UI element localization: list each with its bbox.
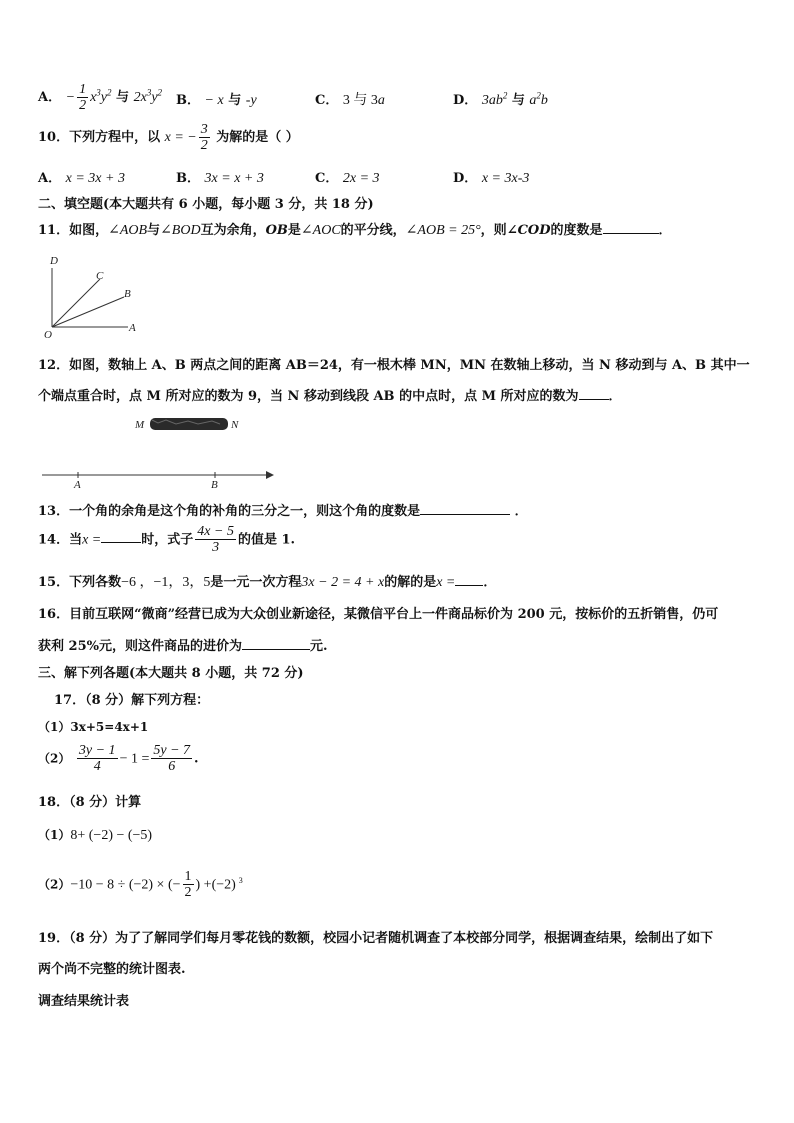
q18-p2-expr-a: −10 − 8 ÷ (−2) × (−	[70, 877, 181, 893]
q18-title: 18．（8 分）计算	[38, 795, 142, 810]
q15-equation: 3x − 2 = 4 + x	[301, 575, 385, 590]
q15-text	[38, 571, 496, 591]
label-b: B	[211, 479, 218, 491]
q17-numerator-2: 5y − 7	[153, 743, 191, 758]
label-c: C	[96, 270, 104, 282]
q11-angle-aoc: ∠AOC	[300, 223, 341, 238]
q10-stem-post: 为解的是（ ）	[216, 130, 299, 146]
label-b: B	[124, 288, 131, 300]
option-letter: C．	[315, 171, 339, 186]
q15-x: x =	[436, 575, 456, 590]
option-d-expr1: $3ab^2$	[481, 90, 508, 108]
q11-part: 的度数是	[550, 223, 603, 238]
option-b-expr2: -y	[245, 93, 257, 108]
answer-blank[interactable]	[242, 637, 310, 650]
q18-p1-expr: 8+ (−2) − (−5)	[70, 828, 153, 843]
q11-angle-bod: ∠BOD	[160, 223, 201, 238]
q11-part: 与	[147, 223, 161, 238]
q11-part: ，则	[480, 223, 507, 238]
q15-post: 的解的是	[384, 575, 437, 590]
q15-end: ．	[483, 575, 497, 590]
q18-p2-expr-b: ) +(−2)	[195, 877, 236, 893]
q17-mid: − 1 =	[119, 751, 150, 767]
q14-post: 的值是 1.	[237, 532, 296, 548]
label-a: A	[74, 479, 81, 491]
q11-part: 11．如图，	[38, 223, 109, 238]
q18-p1-label: （1）	[38, 828, 71, 842]
answer-blank[interactable]	[455, 573, 483, 586]
q11-ob: OB	[265, 223, 288, 238]
q18-numerator: 1	[184, 869, 192, 884]
q14-text	[38, 524, 295, 556]
q15-numbers: −6 ，−1，3，5	[121, 575, 211, 590]
q11-angle-aob: ∠AOB	[108, 223, 148, 238]
answer-blank[interactable]	[579, 387, 609, 400]
q11-text	[38, 219, 672, 239]
q9-option-c	[315, 89, 385, 109]
option-d-expr2: $a^2b$	[529, 90, 548, 108]
q17-denominator-2: 6	[168, 759, 176, 775]
q18-part-1	[38, 826, 152, 844]
option-letter: C．	[315, 93, 339, 108]
q17-part-2	[38, 743, 199, 775]
q17-end: .	[194, 751, 199, 767]
q17-p2-label: （2）	[38, 751, 71, 766]
q13-end: ．	[514, 504, 528, 519]
option-a-expr: x = 3x + 3	[65, 171, 125, 186]
q12-line2-pre: 个端点重合时，点 M 所对应的数为 9，当 N 移动到线段 AB 的中点时，点 M 所对应的数为	[38, 389, 579, 404]
option-letter: A．	[38, 171, 62, 186]
q18-part-2	[38, 869, 243, 901]
q18-p2-label: （2）	[38, 877, 71, 892]
q10-option-a	[38, 167, 125, 187]
q11-part: 互为余角，	[200, 223, 266, 238]
stick-mn	[150, 418, 228, 430]
q12-line2	[38, 385, 622, 404]
answer-blank[interactable]	[420, 502, 510, 515]
option-letter: B．	[176, 171, 200, 186]
q17-part-1: （1）3x+5=4x+1	[38, 720, 149, 734]
option-a-and: 与	[116, 90, 130, 106]
q16-line2-pre: 获利 25%元，则这件商品的进价为	[38, 639, 242, 654]
option-b-expr1: − x	[204, 93, 224, 108]
option-b-and: 与	[228, 93, 242, 108]
q12-line1: 12．如图，数轴上 A、B 两点之间的距离 AB＝24，有一根木棒 MN，MN 在数轴上移动，当 N 移动到与 A、B 其中一	[38, 358, 750, 373]
section-3-heading: 三、解下列各题(本大题共 8 小题，共 72 分)	[38, 666, 304, 681]
q13-text	[38, 500, 528, 519]
option-letter: A．	[38, 90, 62, 106]
q14-x: x =	[82, 532, 102, 548]
q19-line2: 两个尚不完整的统计图表.	[38, 962, 186, 977]
option-c-expr: 2x = 3	[342, 171, 380, 186]
q9-option-b	[176, 89, 257, 109]
q19-table-title: 调查结果统计表	[38, 994, 130, 1009]
option-letter: B．	[176, 93, 200, 108]
option-c-var: a	[377, 93, 385, 108]
q18-denominator: 2	[184, 885, 192, 901]
q15-pre: 15．下列各数	[38, 575, 122, 590]
q17-numerator-1: 3y − 1	[78, 743, 116, 758]
q19-line1: 19．（8 分）为了了解同学们每月零花钱的数额，校园小记者随机调查了本校部分同学，根据调查结果，绘制出了如下	[38, 931, 714, 946]
q18-exponent: 3	[238, 876, 243, 886]
q17-title: 17．（8 分）解下列方程：	[54, 693, 210, 708]
q14-denominator: 3	[212, 540, 220, 556]
q16-line2	[38, 635, 328, 654]
arrow-icon	[266, 471, 274, 479]
answer-blank[interactable]	[603, 221, 659, 234]
option-letter: D．	[453, 171, 478, 186]
label-a: A	[129, 322, 136, 334]
answer-blank[interactable]	[101, 530, 141, 543]
option-d-expr: x = 3x-3	[481, 171, 530, 186]
q12-number-line-figure	[40, 410, 280, 492]
option-b-expr: 3x = x + 3	[204, 171, 264, 186]
q10-option-d	[453, 167, 529, 187]
q10-option-c	[315, 167, 380, 187]
label-d: D	[50, 255, 58, 267]
q11-angle-cod: ∠COD	[506, 223, 551, 238]
q9-option-d	[453, 89, 548, 109]
q9-option-a	[38, 82, 162, 114]
q13-stem: 13．一个角的余角是这个角的补角的三分之一，则这个角的度数是	[38, 504, 421, 519]
q11-angle-figure	[40, 250, 150, 340]
q11-part: 的平分线，	[340, 223, 406, 238]
q14-pre: 14．当	[38, 532, 83, 548]
q11-part: 是	[287, 223, 301, 238]
q14-mid: 时，式子	[141, 532, 194, 548]
ray-oc	[52, 279, 100, 327]
ray-ob	[52, 297, 124, 327]
option-letter: D．	[453, 93, 478, 108]
label-n: N	[231, 419, 239, 431]
q10-stem-pre: 10．下列方程中，以	[38, 130, 161, 146]
q16-end: 元.	[309, 639, 328, 654]
q17-denominator-1: 4	[93, 759, 101, 775]
section-2-heading: 二、填空题(本大题共有 6 小题，每小题 3 分，共 18 分)	[38, 197, 374, 212]
q10-solution: x = − $\frac{3}{2}$	[164, 122, 208, 154]
q11-end: ．	[658, 223, 672, 238]
option-a-expr: − $\frac{1}{2}$ $x^3y^2$	[65, 82, 112, 114]
option-d-and: 与	[511, 93, 525, 108]
option-a-expr2: $2x^3y^2$	[133, 87, 163, 106]
q15-mid: 是一元一次方程	[210, 575, 302, 590]
q16-line1: 16．目前互联网“微商”经营已成为大众创业新途径，某微信平台上一件商品标价为 200 元，按标价的五折销售，仍可	[38, 607, 719, 622]
q14-numerator: 4x − 5	[197, 524, 234, 539]
q10-stem	[38, 122, 299, 154]
option-c-expr: 3 与 3	[342, 93, 378, 108]
q11-aob-value: ∠AOB = 25°	[405, 223, 481, 238]
label-m: M	[135, 419, 145, 431]
q12-end: ．	[608, 389, 622, 404]
label-o: O	[44, 329, 52, 340]
q10-option-b	[176, 167, 264, 187]
